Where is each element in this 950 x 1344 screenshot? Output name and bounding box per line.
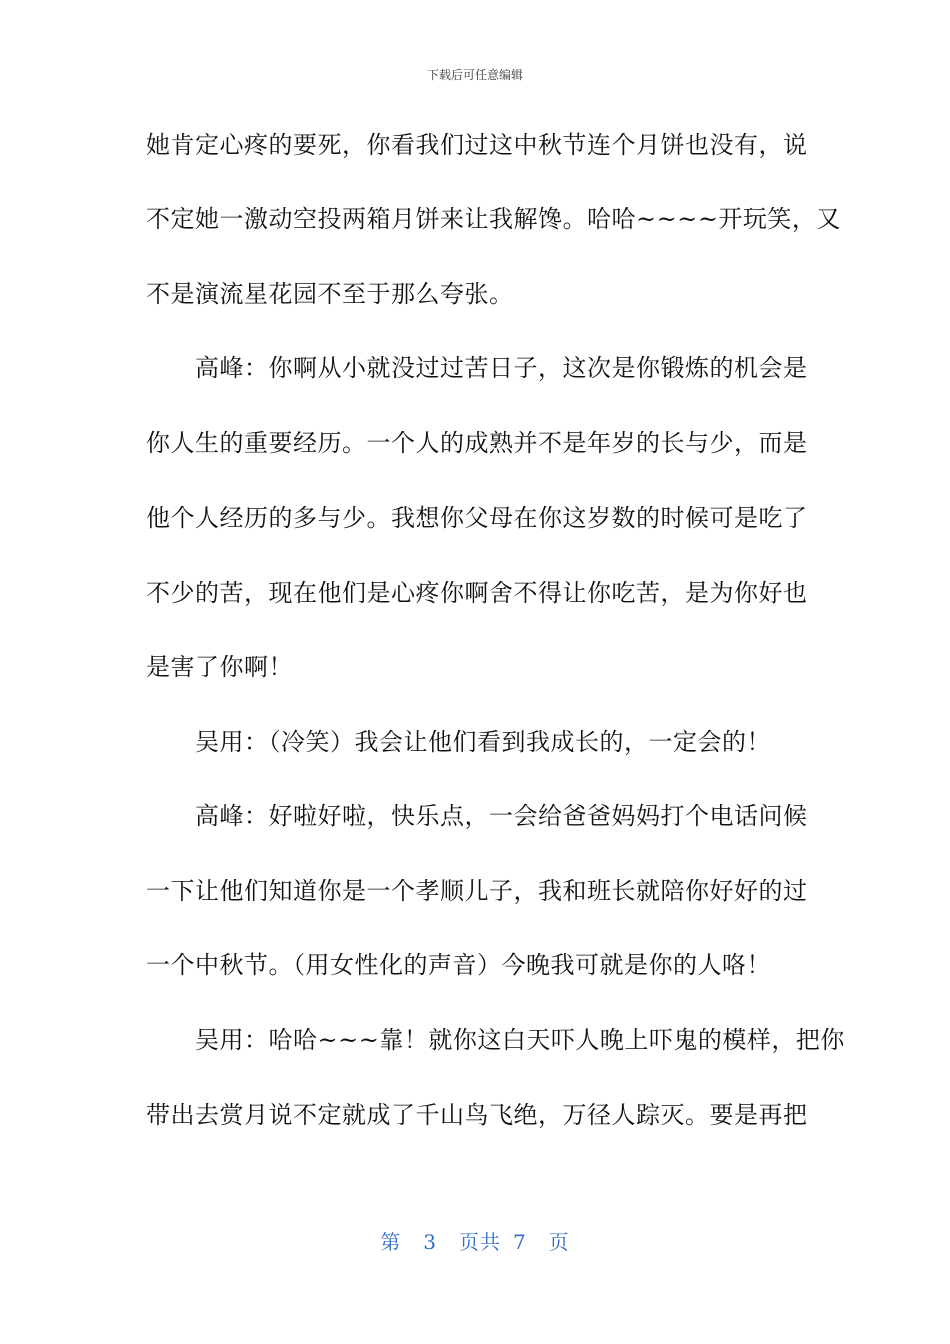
text-line: 一个中秋节。（用女性化的声音）今晚我可就是你的人咯！	[146, 951, 771, 979]
text-line: 高峰：好啦好啦，快乐点，一会给爸爸妈妈打个电话问候	[146, 802, 808, 830]
text-line: 他个人经历的多与少。我想你父母在你这岁数的时候可是吃了	[146, 504, 808, 532]
footer-prefix: 第	[380, 1230, 402, 1254]
text-line: 她肯定心疼的要死，你看我们过这中秋节连个月饼也没有，说	[146, 131, 808, 159]
page-header: 下载后可任意编辑	[426, 68, 523, 82]
page-footer	[0, 1226, 950, 1255]
text-line: 带出去赏月说不定就成了千山鸟飞绝，万径人踪灭。要是再把	[146, 1101, 808, 1129]
footer-middle: 页共	[459, 1230, 501, 1254]
text-line: 吴用：（冷笑）我会让他们看到我成长的，一定会的！	[146, 728, 771, 756]
text-line: 不少的苦，现在他们是心疼你啊舍不得让你吃苦，是为你好也	[146, 579, 808, 607]
current-page-number: 3	[423, 1230, 437, 1254]
footer-suffix: 页	[548, 1230, 570, 1254]
text-line: 高峰：你啊从小就没过过苦日子，这次是你锻炼的机会是	[146, 354, 808, 382]
text-line: 一下让他们知道你是一个孝顺儿子，我和班长就陪你好好的过	[146, 877, 808, 905]
text-line: 不是演流星花园不至于那么夸张。	[146, 280, 514, 308]
text-line: 不定她一激动空投两箱月饼来让我解馋。哈哈~~~~开玩笑，又	[146, 205, 841, 233]
text-line: 是害了你啊！	[146, 653, 293, 681]
total-page-count: 7	[513, 1230, 527, 1254]
text-line: 吴用：哈哈~~~靠！就你这白天吓人晚上吓鬼的模样，把你	[146, 1026, 845, 1054]
text-line: 你人生的重要经历。一个人的成熟并不是年岁的长与少，而是	[146, 429, 808, 457]
